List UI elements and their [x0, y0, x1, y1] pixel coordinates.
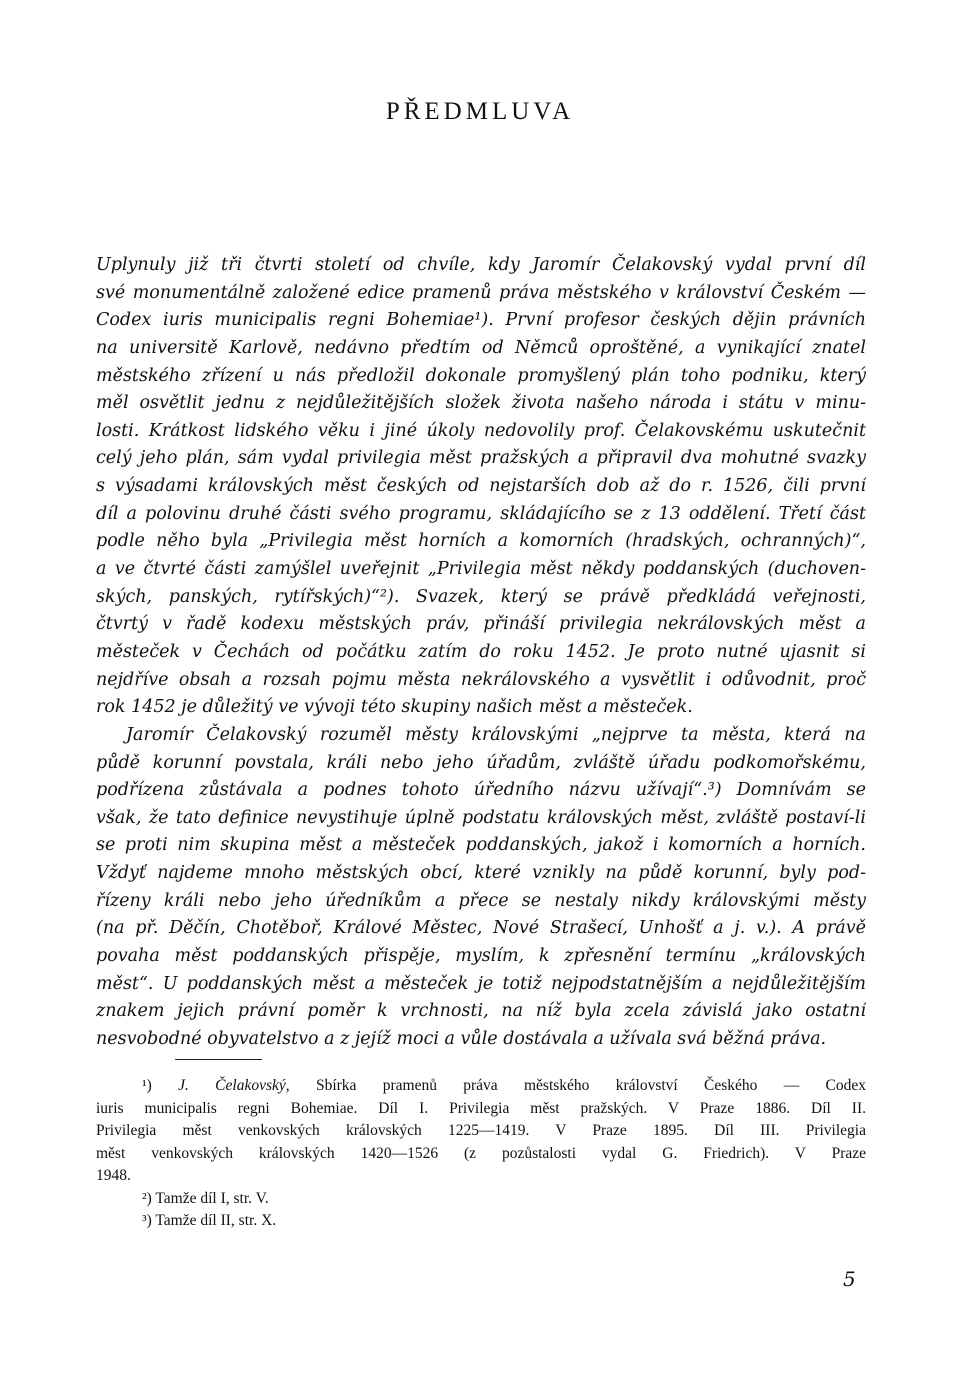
body-line: s výsadami královských měst českých od nejstarších dob až do r. 1526, čili první — [96, 476, 866, 497]
body-line: celý jeho plán, sám vydal privilegia měst pražských a připravil dva mohutné svazky — [96, 448, 866, 469]
body-line: Codex iuris municipalis regni Bohemiae¹). První profesor českých dějin právních — [96, 310, 866, 331]
body-line: Jaromír Čelakovský rozuměl městy královskými „nejprve ta města, která na — [126, 724, 866, 745]
preface-body — [96, 252, 866, 1054]
footnote-1-line: měst venkovských královských 1420—1526 (z pozůstalosti vydal G. Friedrich). V Praze — [96, 1144, 866, 1162]
body-line: měst“. U poddanských měst a městeček je totiž nejpodstatnějším a nejdůležitějším — [96, 973, 866, 994]
body-line: nesvobodné obyvatelstvo a z jejíž moci a vůle dostávala a užívala svá běžná práva. — [96, 1028, 827, 1049]
body-line: díl a polovinu druhé části svého programu, skládajícího se z 13 oddělení. Třetí část — [96, 503, 866, 524]
body-line: však, že tato definice nevystihuje úplně podstatu královských měst, zvláště postaví-li — [96, 807, 866, 828]
footnote-1-line: iuris municipalis regni Bohemiae. Díl I. Privilegia měst pražských. V Praze 1886. Díl II. — [96, 1099, 866, 1117]
footnote-1-marker: ¹) — [142, 1077, 152, 1094]
footnote-1-line: Privilegia měst venkovských královských 1225—1419. V Praze 1895. Díl III. Privilegia — [96, 1122, 866, 1139]
footnote-1-author: J. Čelakovský, — [178, 1077, 290, 1094]
body-line: podřízena zůstávala a podnes tohoto úředního názvu užívají“.³) Domnívám se — [96, 780, 866, 801]
footnote-divider — [175, 1059, 262, 1060]
body-line: podle něho byla „Privilegia měst horních a komorních (hradských, ochranných)“, — [96, 531, 866, 552]
footnote-3: ³) Tamže díl II, str. X. — [142, 1212, 277, 1229]
body-line: nejdříve obsah a rozsah pojmu města nekrálovského a vysvětlit i odůvodnit, proč — [96, 669, 866, 690]
body-line: Vždyť najdeme mnoho městských obcí, které vznikly na půdě korunní, byly pod- — [96, 863, 866, 884]
footnote-1-text: Sbírka pramenů práva městského království Českého — Codex — [315, 1077, 866, 1094]
body-line: své monumentálně založené edice pramenů práva městského v království Českém — — [96, 282, 866, 303]
body-line: Uplynuly již tři čtvrti století od chvíle, kdy Jaromír Čelakovský vydal první díl — [96, 255, 866, 275]
footnote-2: ²) Tamže díl I, str. V. — [142, 1189, 269, 1207]
body-line: řízeny králi nebo jeho úředníkům a přece se nestaly nikdy královskými městy — [96, 890, 866, 911]
body-line: znakem jejich právní poměr k vrchnosti, na níž byla zcela závislá jako ostatní — [96, 1001, 866, 1022]
body-line: čtvrtý v řadě kodexu městských práv, přináší privilegia nekrálovských měst a — [96, 614, 866, 635]
footnotes — [96, 1075, 866, 1233]
body-line: ských, panských, rytířských)“²). Svazek, který se právě předkládá veřejnosti, — [96, 586, 866, 607]
body-line: půdě korunní povstala, králi nebo jeho úřadům, zvláště úřadu podkomořskému, — [96, 752, 866, 773]
footnote-1-line: 1948. — [96, 1167, 131, 1184]
page-number: 5 — [843, 1267, 856, 1291]
body-line: na universitě Karlově, nedávno předtím od Němců oproštěné, a vynikající znatel — [96, 337, 866, 358]
page-title: PŘEDMLUVA — [385, 98, 575, 125]
footnote-1 — [96, 1075, 866, 1098]
body-line: povaha měst poddanských přispěje, myslím, k zpřesnění termínu „královských — [96, 946, 866, 967]
body-line: městského zřízení u nás předložil dokonale promyšlený plán toho podniku, který — [96, 365, 866, 386]
body-line: měl osvětlit jednu z nejdůležitějších složek života našeho národa i státu v minu- — [96, 393, 866, 414]
body-line: a ve čtvrté části zamýšlel uveřejnit „Privilegia měst někdy poddanských (duchoven- — [96, 559, 866, 580]
body-line: rok 1452 je důležitý ve vývoji této skupiny našich měst a městeček. — [96, 697, 693, 718]
body-line: městeček v Čechách od počátku zatím do roku 1452. Je proto nutné ujasnit si — [96, 641, 866, 662]
body-line: se proti nim skupina měst a městeček poddanských, jakož i komorních a horních. — [96, 835, 866, 856]
body-line: (na př. Děčín, Chotěboř, Králové Městec, Nové Strašecí, Unhošť a j. v.). A právě — [96, 918, 866, 939]
body-line: losti. Krátkost lidského věku i jiné úkoly nedovolily prof. Čelakovskému uskutečnit — [96, 420, 866, 441]
